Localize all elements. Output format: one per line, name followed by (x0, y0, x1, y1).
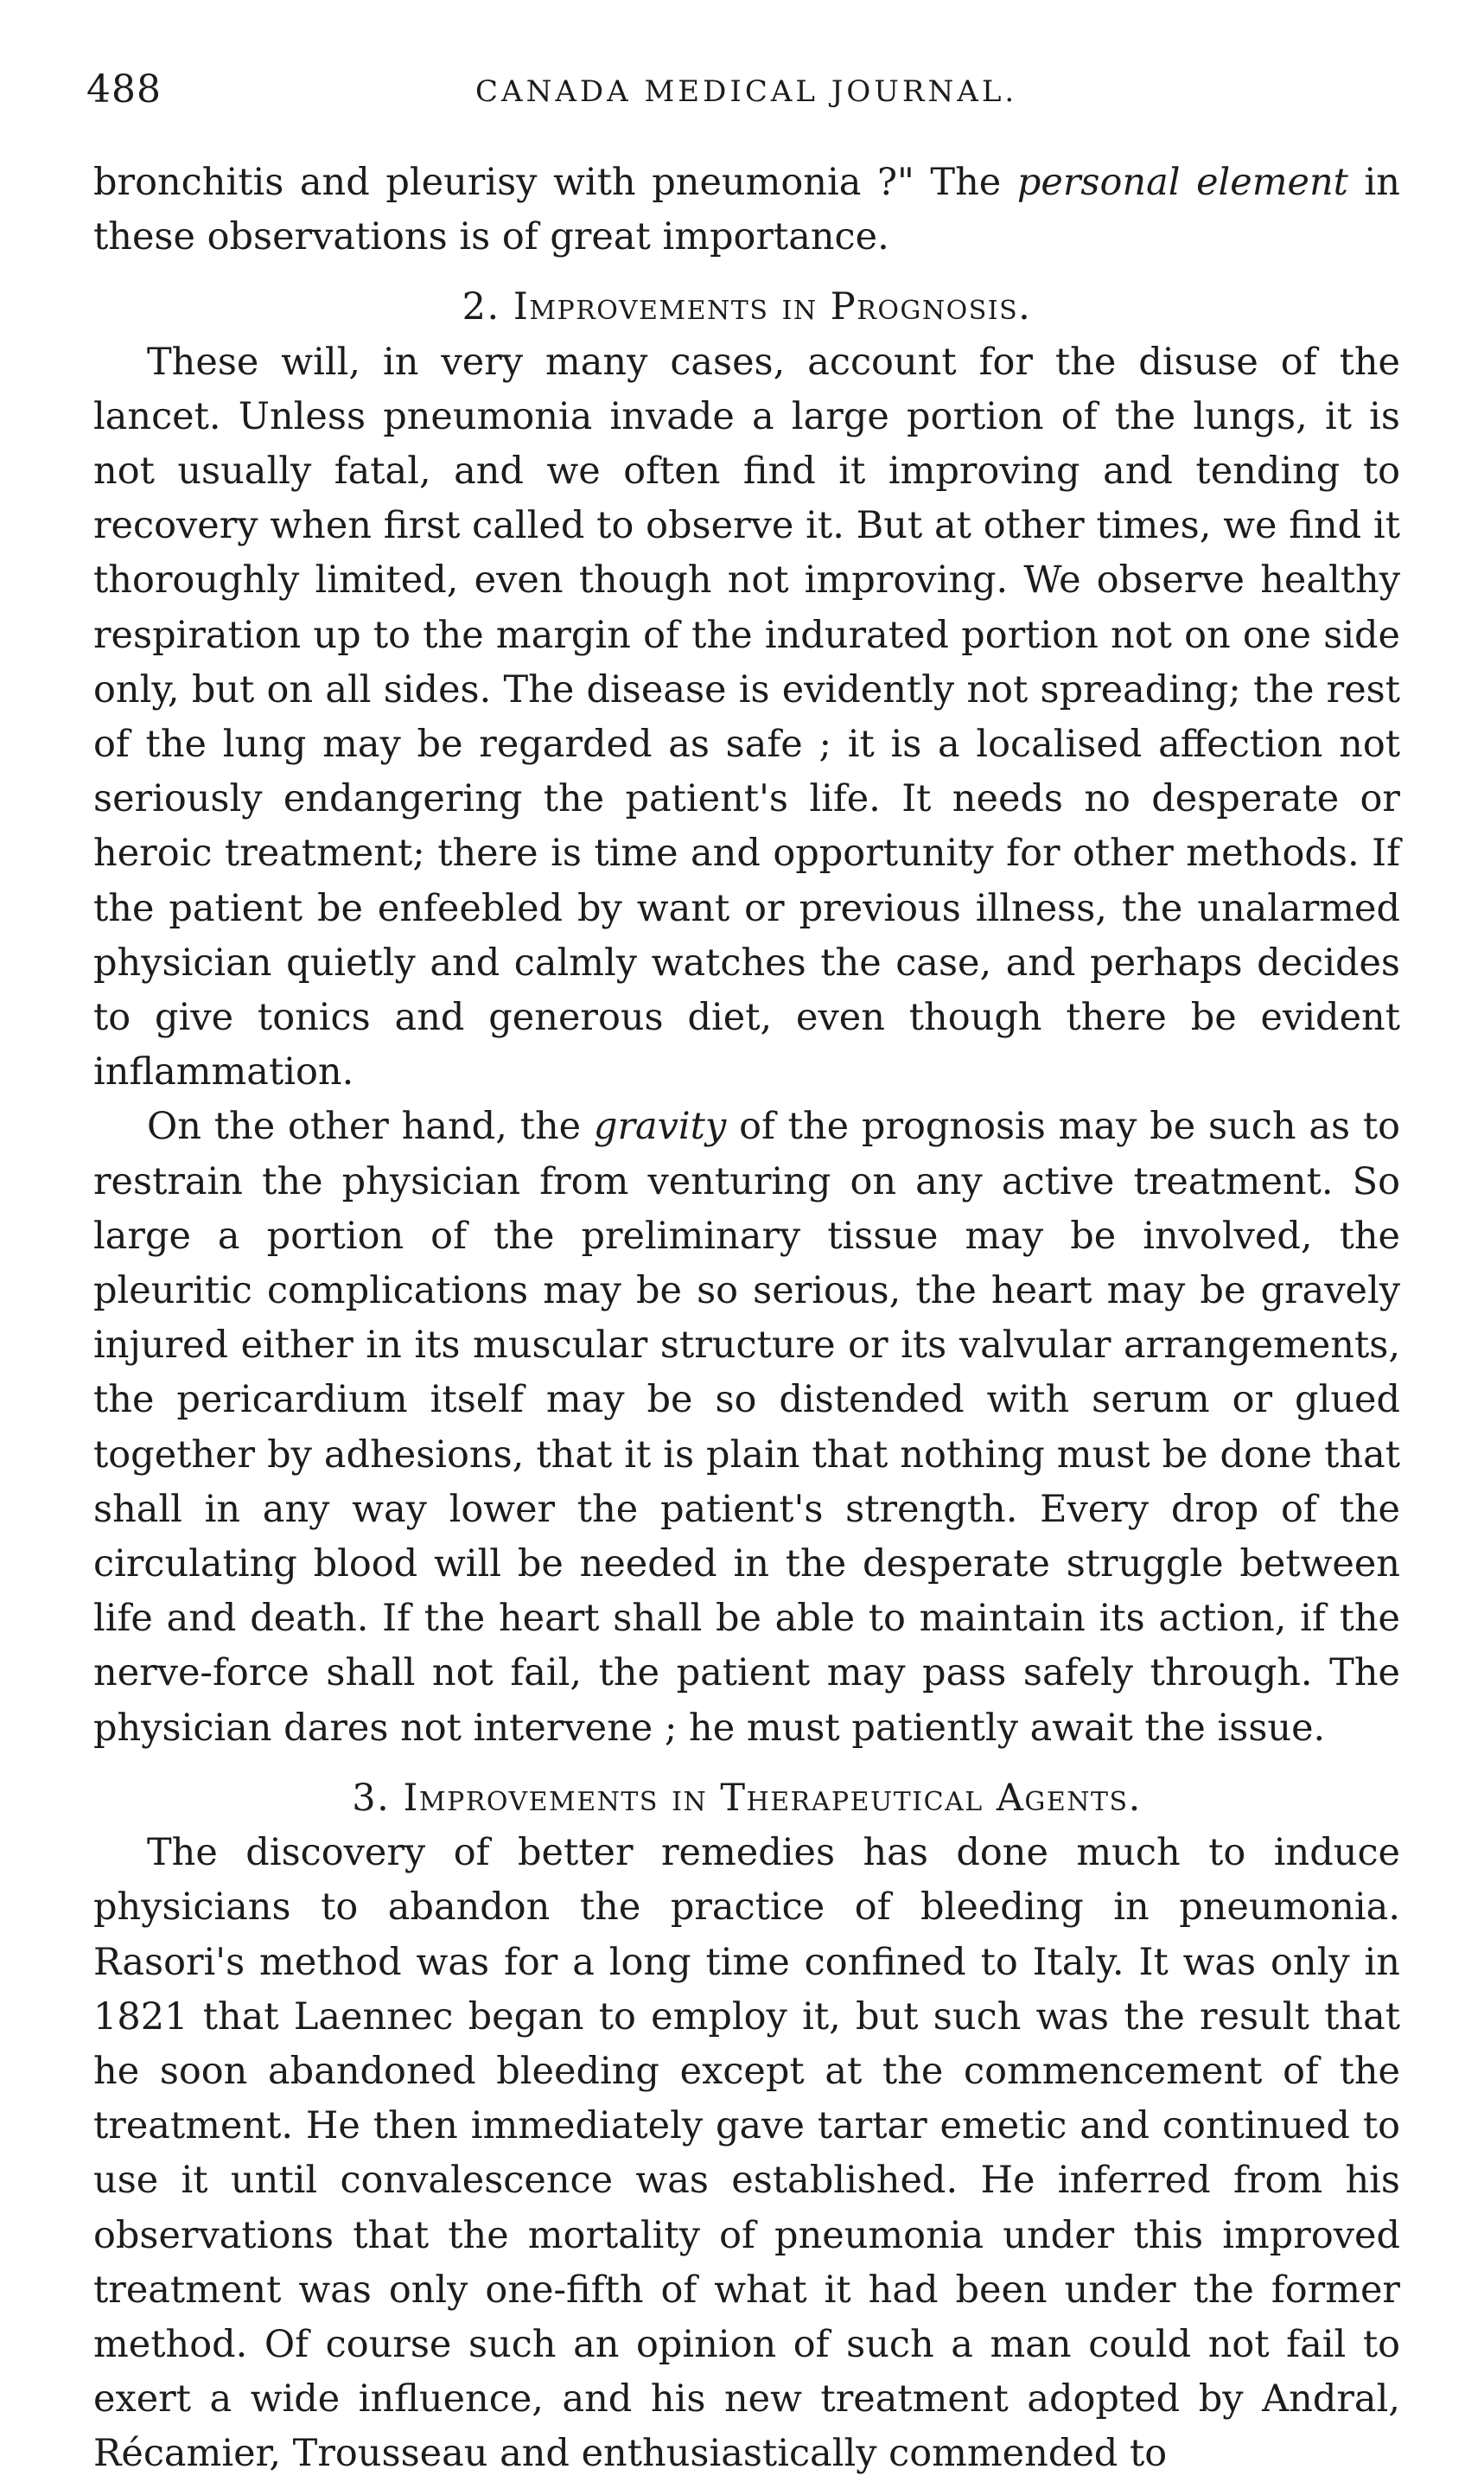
paragraph-therapeutics (93, 1826, 1400, 2481)
journal-title: CANADA MEDICAL JOURNAL. (475, 74, 1018, 109)
paragraph-text: of the prognosis may be such as to restrain the physician from venturing on any active treatment. So large a portion of the preliminary tissue may be involved, the pleuritic complications may be so serious, the heart may be gravely injured either in its muscular structure or its valvular arrangements, the pericardium itself may be so distended with serum or glued together by adhesions, that it is plain that nothing must be done that shall in any way lower the patient's strength. Every drop of the circulating blood will be needed in the desperate struggle between life and death. If the heart shall be able to maintain its action, if the nerve-force shall not fail, the patient may pass safely through. The physician dares not intervene ; he must patiently await the issue. (93, 1105, 1401, 1750)
section-number: 2. (462, 285, 500, 329)
article-body (93, 156, 1400, 2482)
paragraph-text: bronchitis and pleurisy with pneumonia ?" The (93, 161, 1017, 204)
paragraph-text: The discovery of better remedies has done much to induce physicians to abandon the practice of bleeding in pneumonia. Rasori's method was for a long time confined to Italy. It was only in 1821 that Laennec began to employ it, but such was the result that he soon abandoned bleeding except at the commencement of the treatment. He then immediately gave tartar emetic and continued to use it until convalescence was established. He inferred from his observations that the mortality of pneumonia under this improved treatment was only one-fifth of what it had been under the former method. Of course such an opinion of such a man could not fail to exert a wide influence, and his new treatment adopted by Andral, Récamier, Trousseau and enthusiastically commended to (93, 1831, 1400, 2476)
paragraph-prognosis (93, 335, 1400, 1101)
paragraph-gravity (93, 1100, 1400, 1755)
running-head (86, 67, 1400, 119)
section-title: Improvements in Prognosis. (513, 285, 1032, 329)
page-number: 488 (86, 67, 162, 112)
paragraph-text: These will, in very many cases, account for the disuse of the lancet. Unless pneumonia invade a large portion of the lungs, it is not usually fatal, and we often find it improving and tending to recovery when first called to observe it. But at other times, we find it thoroughly limited, even though not improving. We observe healthy respiration up to the margin of the indurated portion not on one side only, but on all sides. The disease is evidently not spreading; the rest of the lung may be regarded as safe ; it is a localised affection not seriously endangering the patient's life. It needs no desperate or heroic treatment; there is time and opportunity for other methods. If the patient be enfeebled by want or previous illness, the unalarmed physician quietly and calmly watches the case, and perhaps decides to give tonics and generous diet, even though there be evident inflammation. (93, 340, 1400, 1094)
paragraph-text: On the other hand, the (147, 1105, 594, 1149)
paragraph-text: in these observations is of great importance. (93, 161, 1400, 259)
section-title: Improvements in Therapeutical Agents. (403, 1776, 1142, 1820)
section-number: 3. (352, 1776, 391, 1820)
section-heading-prognosis (93, 280, 1400, 335)
emphasis-text: gravity (593, 1105, 727, 1149)
emphasis-text: personal element (1016, 161, 1348, 204)
section-heading-therapeutics (93, 1771, 1400, 1826)
paragraph-continuation (93, 156, 1400, 265)
